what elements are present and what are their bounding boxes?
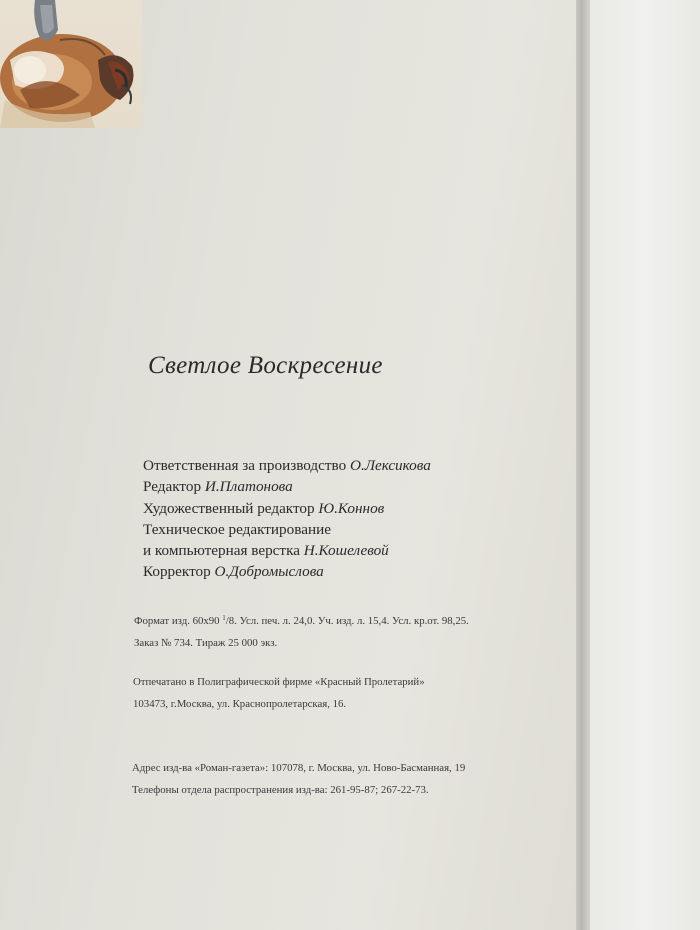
credit-role: Ответственная за производство [143,457,350,474]
publisher-phones: Телефоны отдела распространения изд-ва: 261-95-87; 267-22-73. [132,784,429,796]
credit-name: И.Платонова [204,478,293,496]
printing-line: Отпечатано в Полиграфической фирме «Красный Пролетарий» [133,676,425,688]
format-block [134,607,554,654]
page-edge-shadow [576,0,590,930]
format-prefix: Формат изд. 60x90 [134,615,223,627]
credit-production [143,455,563,476]
next-page [590,0,700,930]
credit-layout [143,540,563,561]
publisher-block [132,757,552,801]
rooster-drawing [0,0,142,128]
printing-block [133,671,553,715]
book-title: Светлое Воскресение [148,352,383,379]
format-rest: . Усл. печ. л. 24,0. Уч. изд. л. 15,4. Усл. кр.от. 98,25. [234,615,469,627]
rooster-illustration [0,0,142,128]
credit-role: Корректор [143,563,215,581]
credit-role: Художественный редактор [143,499,319,517]
credit-role: Редактор [143,478,205,496]
credit-name: О.Добромыслова [214,563,324,581]
credit-name: О.Лексикова [350,457,431,474]
printing-address: 103473, г.Москва, ул. Краснопролетарская, 16. [133,698,347,710]
format-fraction-num: 1 [222,614,226,622]
credit-role: Техническое редактирование [143,520,331,538]
credit-editor [143,476,563,497]
order-line: Заказ № 734. Тираж 25 000 экз. [134,637,278,649]
credits-block [143,455,563,583]
credit-tech-editing [143,519,563,540]
credit-art-editor [143,498,563,519]
credit-name: Ю.Коннов [318,499,385,517]
credit-name: Н.Кошелевой [303,542,389,560]
credit-role: и компьютерная верстка [143,542,304,560]
publisher-address: Адрес изд-ва «Роман-газета»: 107078, г. Москва, ул. Ново-Басманная, 19 [132,762,466,774]
credit-proofreader [143,561,563,582]
format-line [134,607,554,632]
format-fraction-den: /8 [225,615,235,627]
